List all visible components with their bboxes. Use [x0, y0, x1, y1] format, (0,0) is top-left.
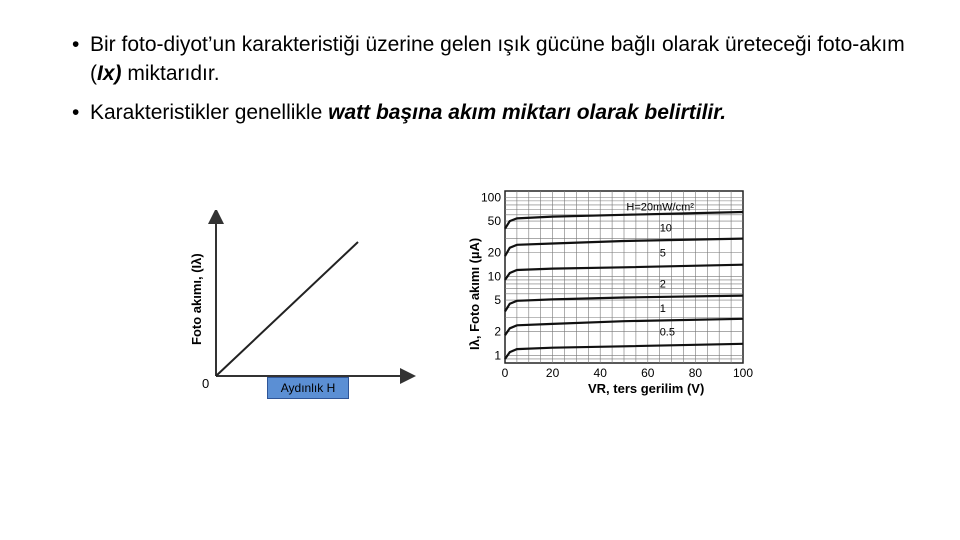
x-tick-label: 80 [688, 366, 703, 380]
x-tick-label: 100 [732, 366, 754, 380]
y-tick-label: 20 [487, 245, 501, 260]
y-tick-label: 5 [494, 293, 501, 308]
bullet-item-2 [72, 98, 922, 127]
x-tick-label: 40 [593, 366, 607, 380]
y-tick-label: 1 [494, 348, 501, 363]
y-tick-label: 100 [480, 190, 501, 205]
series-label: 2 [659, 278, 666, 291]
series-label: 5 [659, 247, 666, 260]
linear-response-line [216, 242, 358, 376]
bullet-emphasis: Ix) [97, 62, 122, 85]
origin-label: 0 [202, 376, 210, 391]
bullet-emphasis: watt başına akım miktarı olarak belirtilir. [328, 101, 727, 124]
x-tick-label: 0 [501, 366, 509, 380]
y-tick-label: 10 [487, 269, 501, 284]
series-label: 10 [659, 222, 672, 235]
y-axis-label: Foto akımı, (Iλ) [189, 253, 204, 345]
bullet-symbol: • [72, 101, 80, 124]
photocurrent-vs-voltage-chart [455, 185, 765, 410]
chart-x-axis-label: VR, ters gerilim (V) [588, 381, 705, 396]
x-tick-label: 20 [545, 366, 560, 380]
series-label: 1 [659, 302, 666, 315]
bullet-text: Karakteristikler genellikle [90, 101, 329, 124]
series-label: 0.5 [659, 326, 675, 339]
y-tick-label: 50 [487, 214, 501, 229]
x-axis-label-box: Aydınlık H [267, 377, 349, 399]
y-tick-label: 2 [494, 324, 501, 339]
bullet-text-end: miktarıdır. [121, 62, 220, 85]
chart-y-axis-label: Iλ, Foto akımı (µA) [467, 237, 482, 350]
series-label: H=20mW/cm² [626, 201, 694, 214]
x-tick-label: 60 [641, 366, 655, 380]
bullet-symbol: • [72, 33, 80, 56]
bullet-item-1 [72, 30, 922, 88]
bullet-text: Bir foto-diyot’un karakteristiği üzerine gelen ışık gücüne bağlı olarak üreteceği foto-akım ( [90, 33, 905, 85]
bullet-list [72, 30, 922, 137]
